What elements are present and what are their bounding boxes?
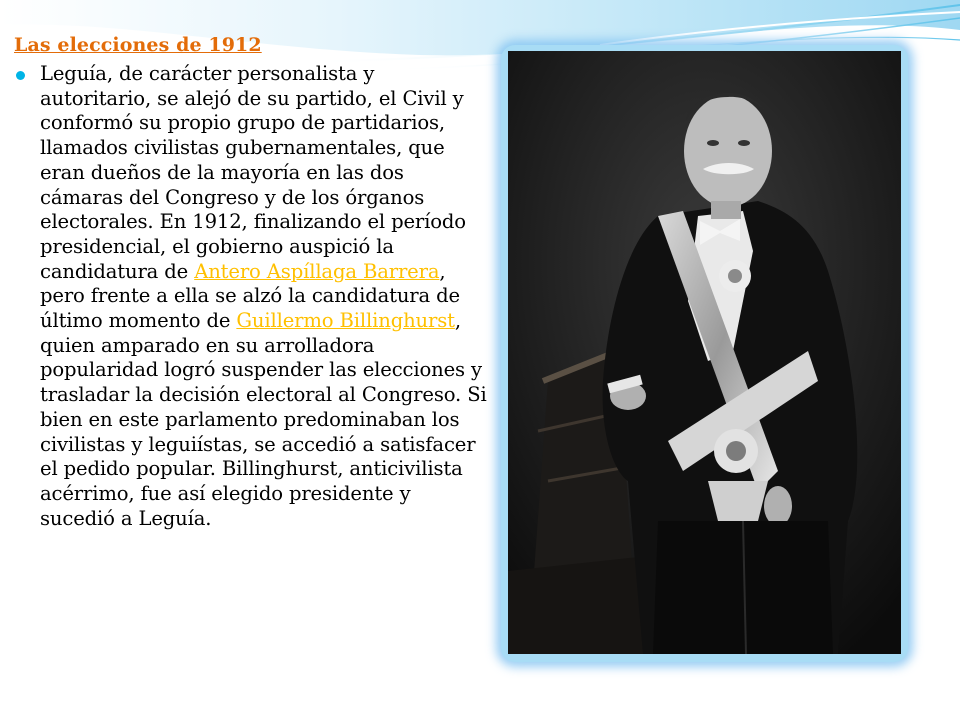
link-antero-aspillaga[interactable]: Antero Aspíllaga Barrera xyxy=(194,259,440,283)
link-guillermo-billinghurst[interactable]: Guillermo Billinghurst xyxy=(236,309,455,333)
bullet-icon xyxy=(16,71,25,80)
slide-title: Las elecciones de 1912 xyxy=(14,34,262,56)
paragraph-text-3: , quien amparado en su arrolladora popularidad logró suspender las elecciones y trasladar la decisión electoral al Congreso. Si bien en este parlamento predominaban los civilistas y leguiístas, se accedió a satisfacer el pedido popular. Billinghurst, anticivilista acérrimo, fue así elegido presidente y sucedió a Leguía. xyxy=(40,309,487,530)
paragraph-text-2: , pero frente a ella se alzó la candidatura de último momento de xyxy=(40,259,460,333)
paragraph-text-1: Leguía, de carácter personalista y autoritario, se alejó de su partido, el Civil y conformó su propio grupo de partidarios, llamados civilistas gubernamentales, que eran dueños de la mayoría en las dos cámaras del Congreso y de los órganos electorales. En 1912, finalizando el período presidencial, el gobierno auspició la candidatura de xyxy=(40,62,466,283)
portrait-photo xyxy=(508,51,901,654)
body-paragraph xyxy=(40,62,490,531)
